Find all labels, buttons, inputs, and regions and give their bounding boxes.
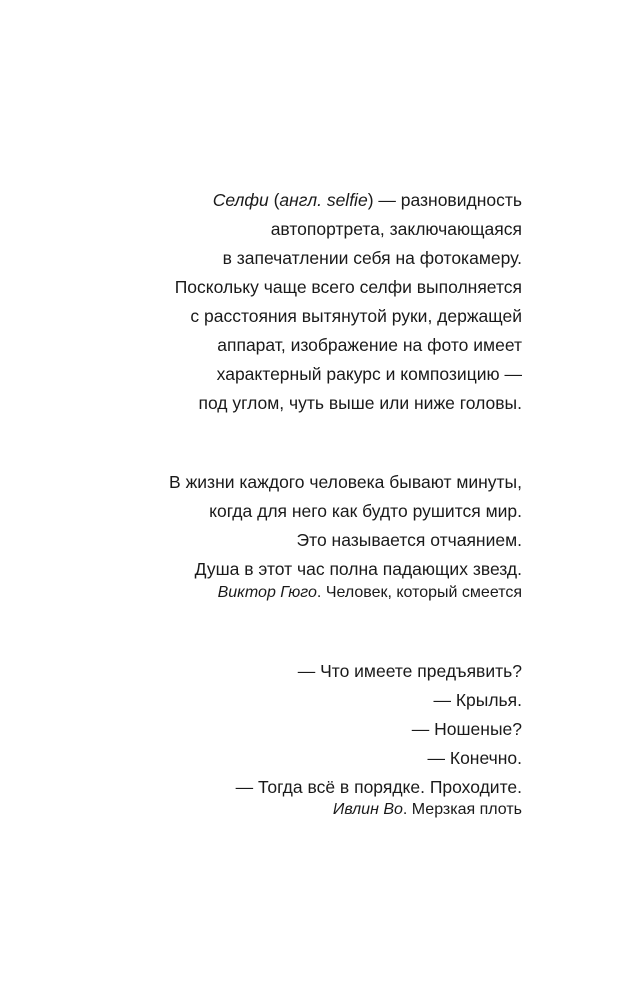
- definition-line: в запечатлении себя на фотокамеру.: [222, 248, 522, 268]
- definition-line: автопортрета, заключающаяся: [270, 219, 522, 239]
- attribution-author: Виктор Гюго: [217, 584, 317, 601]
- definition-line: с расстояния вытянутой руки, держащей: [190, 306, 522, 326]
- dialogue-line: — Крылья.: [433, 690, 522, 710]
- definition-line: Поскольку чаще всего селфи выполняется: [174, 277, 522, 297]
- epigraph-waugh: [236, 657, 522, 802]
- definition-term-en: selfie: [326, 190, 368, 210]
- attribution-author: Ивлин Во: [332, 801, 403, 818]
- dialogue-line: — Тогда всё в порядке. Проходите.: [235, 777, 522, 797]
- definition-lang-abbr: англ.: [279, 190, 322, 210]
- definition-line: характерный ракурс и композицию —: [216, 364, 522, 384]
- definition-term: Селфи: [212, 190, 269, 210]
- epigraph-hugo-attribution: [218, 582, 522, 604]
- attribution-work: . Мерзкая плоть: [402, 801, 522, 818]
- definition-line: под углом, чуть выше или ниже головы.: [198, 393, 522, 413]
- definition-line: [175, 186, 522, 215]
- epigraph-hugo: [169, 468, 522, 584]
- dialogue-line: — Что имеете предъявить?: [297, 661, 522, 681]
- epigraph-line: Душа в этот час полна падающих звезд.: [194, 559, 522, 579]
- definition-paren-open: (: [268, 190, 280, 210]
- selfie-definition: [175, 186, 522, 418]
- epigraph-line: когда для него как будто рушится мир.: [209, 501, 522, 521]
- epigraph-line: Это называется отчаянием.: [296, 530, 522, 550]
- dialogue-line: — Ношеные?: [411, 719, 522, 739]
- epigraph-line: В жизни каждого человека бывают минуты,: [169, 472, 522, 492]
- definition-line: аппарат, изображение на фото имеет: [217, 335, 522, 355]
- epigraph-waugh-attribution: [333, 799, 522, 821]
- attribution-work: . Человек, который смеется: [316, 584, 522, 601]
- definition-first-line-rest: ) — разновидность: [367, 190, 522, 210]
- dialogue-line: — Конечно.: [427, 748, 522, 768]
